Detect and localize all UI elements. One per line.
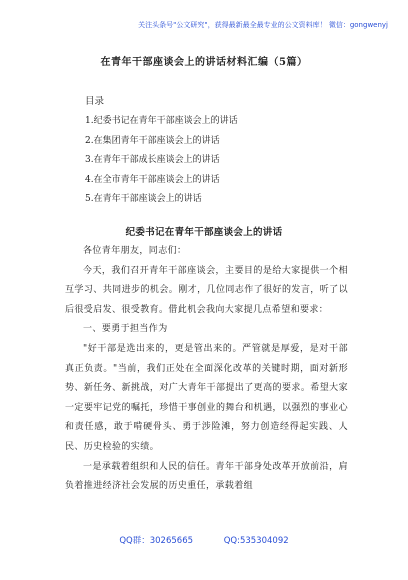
- greeting: 各位青年朋友，同志们：: [83, 246, 187, 256]
- toc-item[interactable]: 2.在集团青年干部座谈会上的讲话: [85, 135, 220, 146]
- paragraph: 一是承载着组织和人民的信任。青年干部身处改革开放前沿，肩负着推进经济社会发展的历史重任，承载着组: [65, 461, 348, 492]
- footer: [0, 534, 408, 546]
- table-of-contents: [85, 112, 238, 210]
- toc-item[interactable]: 1.纪委书记在青年干部座谈会上的讲话: [85, 116, 238, 126]
- paragraph: 今天，我们召开青年干部座谈会，主要目的是给大家提供一个相互学习、共同进步的机会。刚才，几位同志作了很好的发言，听了以后很受启发、很受教育。借此机会我向大家提几点希望和要求：: [65, 265, 348, 315]
- section-title: 纪委书记在青年干部座谈会上的讲话: [125, 227, 283, 238]
- body-text: [65, 242, 348, 497]
- heading: 一、要勇于担当作为: [83, 324, 168, 335]
- footer-qq-group: QQ群：30265665: [119, 536, 194, 546]
- toc-item[interactable]: 3.在青年干部成长座谈会上的讲话: [85, 155, 220, 165]
- toc-item[interactable]: 4.在全市青年干部座谈会上的讲话: [85, 174, 220, 185]
- paragraph: "好干部是选出来的，更是管出来的。严管就是厚爱，是对干部真正负责。"当前，我们正处在全面深化改革的关键时期，面对新形势、新任务、新挑战，对广大青年干部提出了更高的要求。希望大家一定要牢记党的嘱托，珍惜干事创业的舞台和机遇，以强烈的事业心和责任感，敢于啃硬骨头、勇于涉险滩，努力创造经得起实践、人民、历史检验的实绩。: [65, 343, 348, 452]
- document-title: 在青年干部座谈会上的讲话材料汇编（5篇）: [100, 57, 308, 68]
- header-banner: 关注头条号"公文研究"，获得最新最全最专业的公文资料库！ 微信：gongwenyj: [138, 21, 388, 29]
- toc-item[interactable]: 5.在青年干部座谈会上的讲话: [85, 194, 202, 204]
- toc-label: 目录: [85, 96, 105, 107]
- footer-qq: QQ:535304092: [223, 536, 289, 546]
